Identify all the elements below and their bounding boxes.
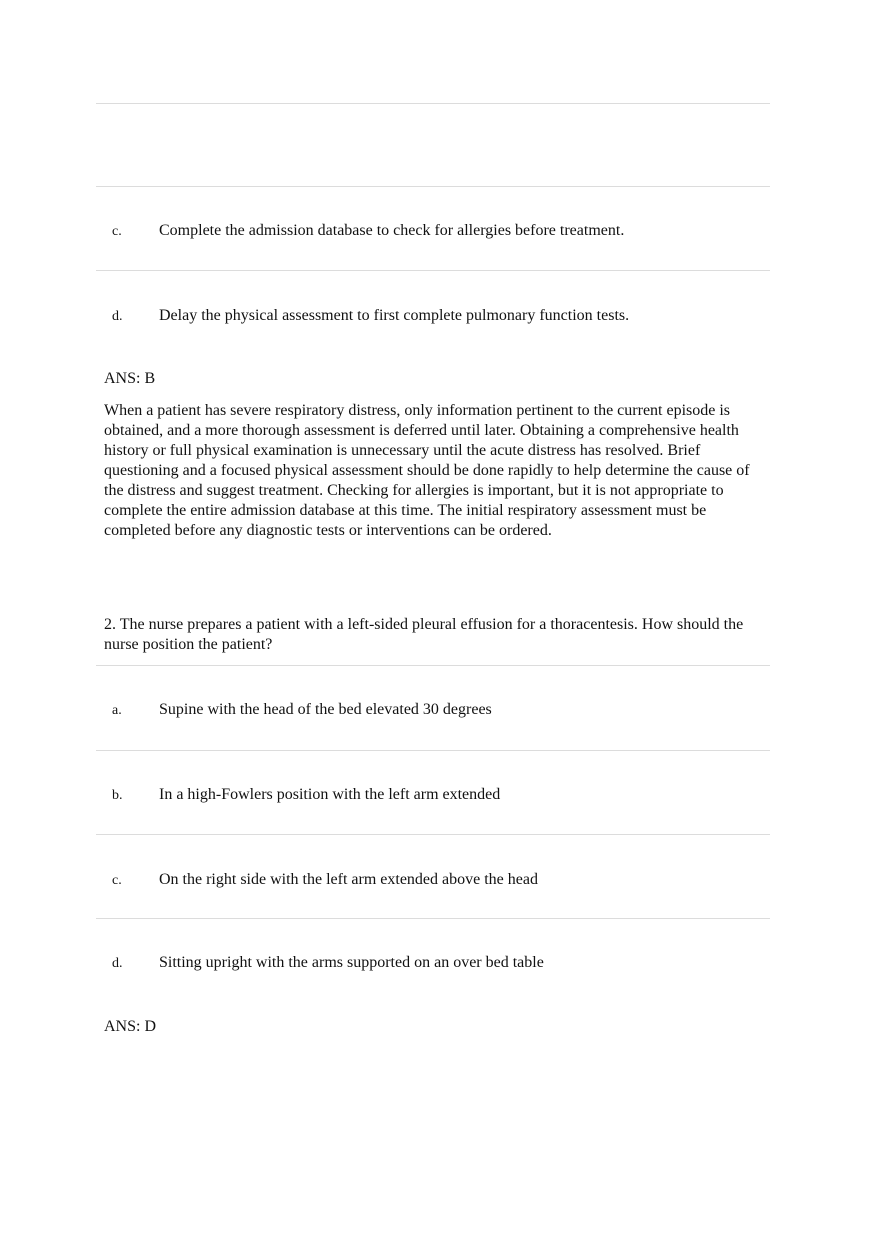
divider (96, 270, 770, 271)
q2-option-d-text: Sitting upright with the arms supported on an over bed table (159, 954, 544, 971)
q1-option-c-text: Complete the admission database to check for allergies before treatment. (159, 222, 625, 239)
divider (96, 186, 770, 187)
q2-option-a-letter: a. (112, 703, 122, 718)
q2-option-b-letter: b. (112, 788, 123, 803)
q2-option-a-text: Supine with the head of the bed elevated 30 degrees (159, 701, 492, 718)
q2-stem: 2. The nurse prepares a patient with a left-sided pleural effusion for a thoracentesis. How should the nurse position the patient? (104, 616, 744, 653)
q1-answer: ANS: B (104, 370, 156, 387)
q2-option-b-text: In a high-Fowlers position with the left arm extended (159, 786, 501, 803)
q2-option-d-letter: d. (112, 956, 123, 971)
q2-option-c-text: On the right side with the left arm extended above the head (159, 871, 538, 888)
divider (96, 750, 770, 751)
q1-option-d-letter: d. (112, 309, 123, 324)
q2-answer: ANS: D (104, 1018, 157, 1035)
divider (96, 103, 770, 104)
q2-option-c-letter: c. (112, 873, 122, 888)
divider (96, 918, 770, 919)
divider (96, 834, 770, 835)
q1-option-c-letter: c. (112, 224, 122, 239)
q1-rationale: When a patient has severe respiratory distress, only information pertinent to the current episode is obtained, and a more thorough assessment is deferred until later. Obtaining a comprehensive health history or full physical examination is unnecessary until the acute distress has resolved. Brief questioning and a focused physical assessment should be done rapidly to help determine the cause of the distress and suggest treatment. Checking for allergies is important, but it is not appropriate to complete the entire admission database at this time. The initial respiratory assessment must be completed before any diagnostic tests or interventions can be ordered. (104, 402, 750, 539)
divider (96, 665, 770, 666)
q1-option-d-text: Delay the physical assessment to first complete pulmonary function tests. (159, 307, 630, 324)
